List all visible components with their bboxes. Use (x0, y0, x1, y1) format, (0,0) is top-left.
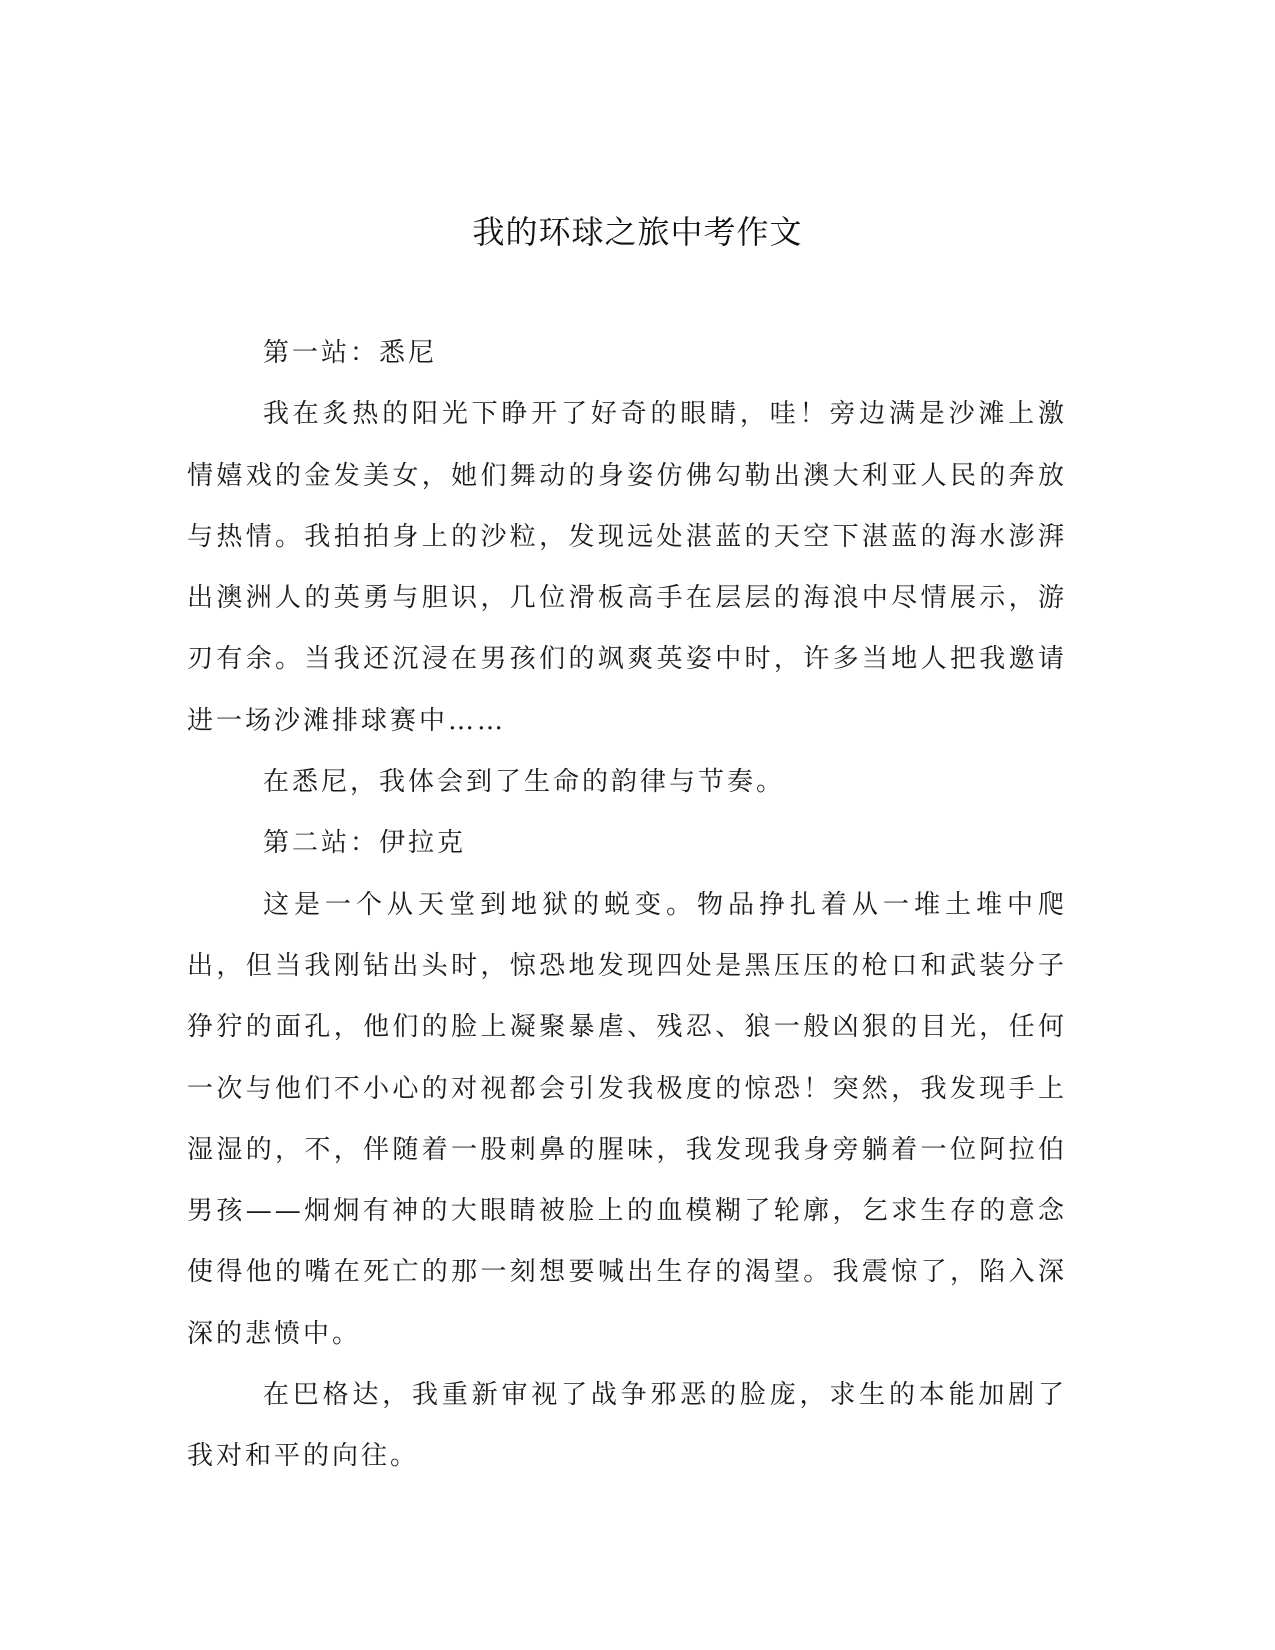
document-body (187, 323, 1067, 1488)
document-title: 我的环球之旅中考作文 (472, 213, 803, 251)
section-heading-sydney: 第一站：悉尼 (263, 338, 438, 368)
paragraph-baghdad-reflection: 在巴格达，我重新审视了战争邪恶的脸庞，求生的本能加剧了我对和平的向往。 (187, 1380, 1067, 1472)
paragraph-sydney-beach: 我在炙热的阳光下睁开了好奇的眼睛，哇！旁边满是沙滩上激情嬉戏的金发美女，她们舞动的身姿仿佛勾勒出澳大利亚人民的奔放与热情。我拍拍身上的沙粒，发现远处湛蓝的天空下湛蓝的海水澎湃出澳洲人的英勇与胆识，几位滑板高手在层层的海浪中尽情展示，游刃有余。当我还沉浸在男孩们的飒爽英姿中时，许多当地人把我邀请进一场沙滩排球赛中…… (187, 399, 1067, 736)
paragraph-sydney-reflection: 在悉尼，我体会到了生命的韵律与节奏。 (263, 767, 786, 798)
section-heading-iraq: 第二站：伊拉克 (263, 828, 467, 859)
paragraph-iraq-war: 这是一个从天堂到地狱的蜕变。物品挣扎着从一堆土堆中爬出，但当我刚钻出头时，惊恐地发现四处是黑压压的枪口和武装分子狰狞的面孔，他们的脸上凝聚暴虐、残忍、狼一般凶狠的目光，任何一次与他们不小心的对视都会引发我极度的惊恐！突然，我发现手上湿湿的，不，伴随着一股刺鼻的腥味，我发现我身旁躺着一位阿拉伯男孩——炯炯有神的大眼睛被脸上的血模糊了轮廓，乞求生存的意念使得他的嘴在死亡的那一刻想要喊出生存的渴望。我震惊了，陷入深深的悲愤中。 (187, 889, 1067, 1349)
